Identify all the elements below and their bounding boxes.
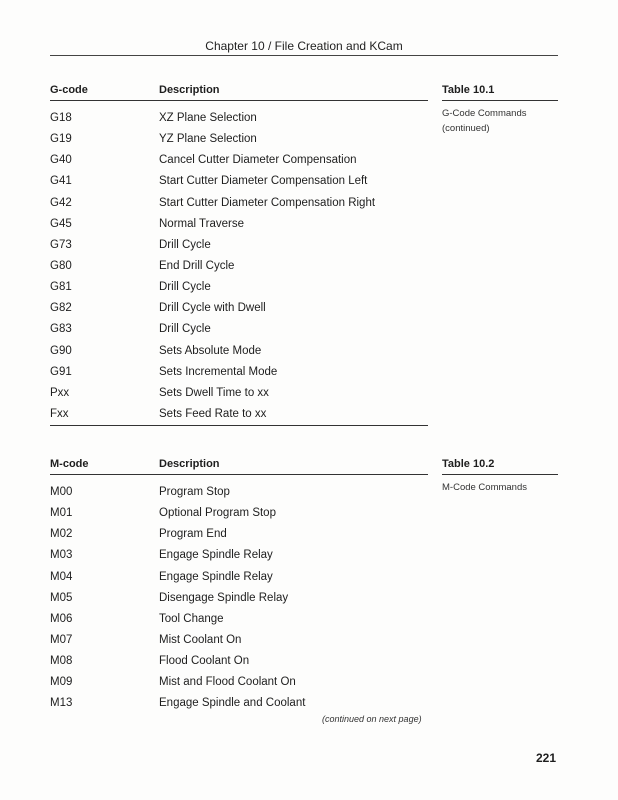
table-row [50,108,428,129]
code-cell: M13 [50,697,73,710]
description-cell: Sets Absolute Mode [159,344,262,357]
code-cell: G91 [50,365,72,378]
code-cell: M03 [50,549,73,562]
code-cell: G73 [50,238,72,251]
description-cell: Start Cutter Diameter Compensation Right [159,196,376,209]
table-row [50,588,428,609]
page-number: 221 [536,751,557,765]
code-cell: G82 [50,302,72,315]
code-cell: G42 [50,196,72,209]
description-cell: Normal Traverse [159,217,244,230]
description-cell: Optional Program Stop [159,507,276,520]
code-cell: M07 [50,633,73,646]
code-cell: G90 [50,344,72,357]
table-header [50,454,428,474]
table-row [50,404,428,425]
description-cell: Program Stop [159,486,230,498]
code-cell: M02 [50,528,73,541]
code-cell: G45 [50,217,72,230]
table-row [50,482,428,503]
description-cell: Start Cutter Diameter Compensation Left [159,175,368,188]
code-cell: G83 [50,323,72,336]
table-row [50,150,428,171]
description-cell: Engage Spindle Relay [159,570,273,583]
table-row [50,609,428,630]
code-cell: M01 [50,507,73,520]
table-body [50,108,428,425]
m-code-table [50,454,428,715]
description-cell: End Drill Cycle [159,259,235,272]
table-body [50,482,428,715]
description-cell: Drill Cycle [159,281,211,294]
table-row [50,235,428,256]
code-cell: M00 [50,486,73,498]
description-cell: Sets Feed Rate to xx [159,407,267,420]
table-header [50,80,428,100]
caption-number: Table 10.1 [442,84,495,96]
code-cell: G41 [50,175,72,188]
description-cell: Tool Change [159,612,224,625]
table-row [50,672,428,693]
code-cell: G19 [50,133,72,146]
table-row [50,193,428,214]
column-header-code: M-code [50,458,89,470]
description-cell: Cancel Cutter Diameter Compensation [159,154,357,167]
code-cell: M09 [50,676,73,689]
description-cell: Drill Cycle [159,238,211,251]
column-header-description: Description [159,84,220,96]
description-cell: Drill Cycle [159,323,211,336]
description-cell: Engage Spindle Relay [159,549,273,562]
caption-text: G-Code Commands [442,108,527,119]
table-row [50,277,428,298]
column-header-code: G-code [50,84,88,96]
table-row [50,651,428,672]
table-row [50,567,428,588]
description-cell: Sets Dwell Time to xx [159,386,269,399]
header-rule [50,55,558,56]
code-cell: M08 [50,655,73,668]
header-rule [50,474,428,475]
description-cell: Flood Coolant On [159,655,250,668]
code-cell: G40 [50,154,72,167]
table-row [50,362,428,383]
table-row [50,503,428,524]
table-row [50,298,428,319]
code-cell: M04 [50,570,73,583]
description-cell: Mist Coolant On [159,633,242,646]
description-cell: Disengage Spindle Relay [159,591,289,604]
code-cell: G18 [50,112,72,124]
code-cell: M06 [50,612,73,625]
description-cell: Engage Spindle and Coolant [159,697,306,710]
table-row [50,545,428,566]
continued-note: (continued on next page) [322,714,422,724]
description-cell: Program End [159,528,227,541]
description-cell: Sets Incremental Mode [159,365,278,378]
header-rule [50,100,428,101]
table-caption-10-2 [442,454,558,495]
caption-text: M-Code Commands [442,482,527,493]
table-row [50,524,428,545]
caption-rule [442,100,558,101]
table-row [50,319,428,340]
caption-rule [442,474,558,475]
table-row [50,693,428,714]
code-cell: G80 [50,259,72,272]
table-row [50,214,428,235]
g-code-table [50,80,428,426]
code-cell: G81 [50,281,72,294]
caption-text: (continued) [442,123,490,134]
table-row [50,256,428,277]
table-row [50,129,428,150]
description-cell: Drill Cycle with Dwell [159,302,266,315]
description-cell: XZ Plane Selection [159,112,257,124]
code-cell: Fxx [50,407,69,420]
table-row [50,630,428,651]
table-row [50,171,428,192]
table-end-rule [50,425,428,426]
running-head: Chapter 10 / File Creation and KCam [205,39,403,53]
table-row [50,341,428,362]
code-cell: Pxx [50,386,70,399]
column-header-description: Description [159,458,220,470]
table-row [50,383,428,404]
caption-number: Table 10.2 [442,458,495,470]
description-cell: YZ Plane Selection [159,133,257,146]
description-cell: Mist and Flood Coolant On [159,676,296,689]
code-cell: M05 [50,591,73,604]
table-caption-10-1 [442,80,558,136]
